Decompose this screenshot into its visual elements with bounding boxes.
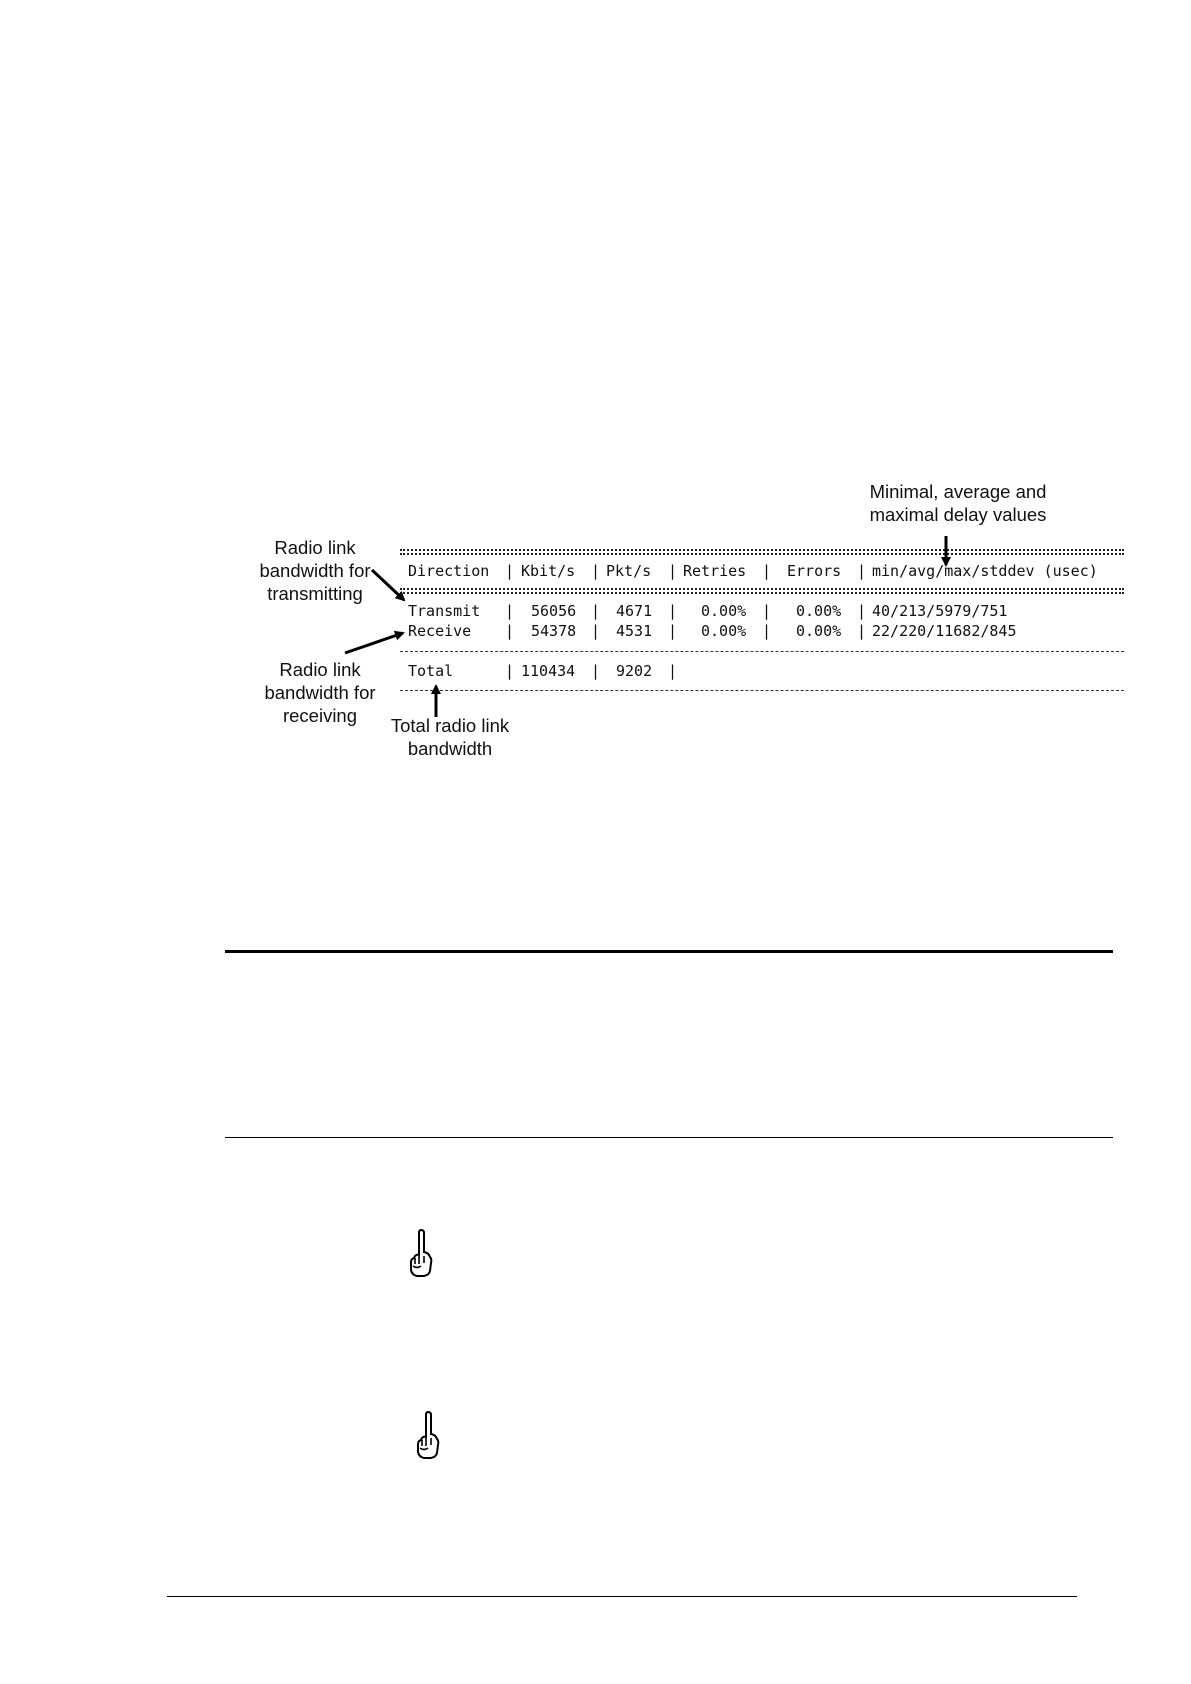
row-kbits: 56056 [531, 602, 577, 620]
delay-annotation: Minimal, average and maximal delay values [869, 481, 1047, 525]
separator: | [857, 562, 867, 580]
row-delay: 40/213/5979/751 [872, 602, 1008, 620]
separator: | [857, 602, 867, 620]
section-rule-thin [225, 1137, 1113, 1138]
footer-rule [167, 1596, 1077, 1597]
tx-annotation: Radio link bandwidth for transmitting [259, 537, 371, 604]
bandwidth-figure [0, 0, 1191, 820]
header-errors: Errors [787, 562, 842, 580]
separator: | [668, 622, 678, 640]
row-kbits: 54378 [531, 622, 577, 640]
rx-annotation: Radio link bandwidth for receiving [264, 659, 376, 726]
separator: | [591, 622, 601, 640]
rx-arrow [345, 633, 403, 653]
header-delay: min/avg/max/stddev (usec) [872, 562, 1098, 580]
row-pkts: 4671 [616, 602, 653, 620]
total-pkts: 9202 [616, 662, 653, 680]
separator: | [762, 622, 772, 640]
separator: | [591, 662, 601, 680]
row-pkts: 4531 [616, 622, 653, 640]
row-errors: 0.00% [796, 622, 842, 640]
total-label: Total [408, 662, 454, 680]
separator: | [762, 602, 772, 620]
separator: | [762, 562, 772, 580]
separator: | [505, 622, 515, 640]
row-direction: Receive [408, 622, 472, 640]
pointing-hand-icon [407, 1228, 437, 1278]
separator: | [591, 602, 601, 620]
separator: | [668, 562, 678, 580]
tx-arrow [372, 570, 404, 600]
row-retries: 0.00% [701, 602, 747, 620]
section-rule-thick [225, 950, 1113, 953]
total-annotation: Total radio link bandwidth [390, 715, 510, 759]
header-pkts: Pkt/s [606, 562, 652, 580]
total-kbits: 110434 [521, 662, 576, 680]
header-retries: Retries [683, 562, 747, 580]
separator: | [505, 562, 515, 580]
separator: | [505, 602, 515, 620]
header-direction: Direction [408, 562, 490, 580]
header-kbits: Kbit/s [521, 562, 576, 580]
separator: | [668, 662, 678, 680]
row-direction: Transmit [408, 602, 481, 620]
pointing-hand-icon [414, 1410, 444, 1460]
separator: | [668, 602, 678, 620]
separator: | [505, 662, 515, 680]
annotation-arrows [0, 0, 1191, 820]
separator: | [857, 622, 867, 640]
row-retries: 0.00% [701, 622, 747, 640]
row-delay: 22/220/11682/845 [872, 622, 1017, 640]
separator: | [591, 562, 601, 580]
row-errors: 0.00% [796, 602, 842, 620]
